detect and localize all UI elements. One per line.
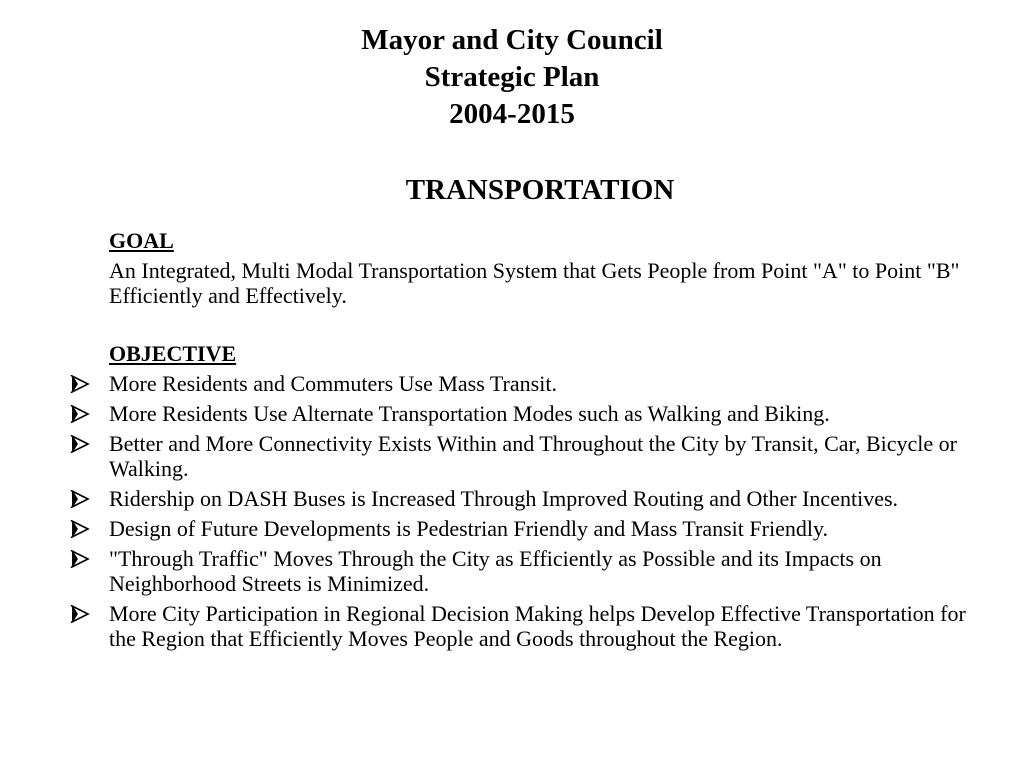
objective-text: Better and More Connectivity Exists Within and Throughout the City by Transit, Car, Bicycle or Walking. xyxy=(109,431,957,481)
arrowhead-bullet-icon xyxy=(70,375,90,393)
arrowhead-bullet-icon xyxy=(70,490,90,508)
objective-text: More Residents and Commuters Use Mass Transit. xyxy=(109,371,557,396)
arrowhead-bullet-icon xyxy=(70,605,90,623)
objective-item xyxy=(0,401,1024,426)
section-heading: TRANSPORTATION xyxy=(405,174,675,206)
title-line-2: Strategic Plan xyxy=(424,61,600,93)
title-line-1: Mayor and City Council xyxy=(361,24,663,56)
objective-text: "Through Traffic" Moves Through the City as Efficiently as Possible and its Impacts on Neighborhood Streets is Minimized. xyxy=(109,546,882,596)
slide-title xyxy=(0,22,1024,133)
objective-text: More City Participation in Regional Decision Making helps Develop Effective Transportation for the Region that Efficiently Moves People and Goods throughout the Region. xyxy=(109,601,966,651)
objective-text: Design of Future Developments is Pedestrian Friendly and Mass Transit Friendly. xyxy=(109,516,829,541)
goal-text: An Integrated, Multi Modal Transportation System that Gets People from Point "A" to Point "B" Efficiently and Effectively. xyxy=(109,258,960,308)
title-line-3: 2004-2015 xyxy=(449,98,575,130)
objective-item xyxy=(0,431,1024,481)
objective-label: OBJECTIVE xyxy=(109,341,237,366)
objective-item xyxy=(0,516,1024,541)
arrowhead-bullet-icon xyxy=(70,520,90,538)
arrowhead-bullet-icon xyxy=(70,550,90,568)
objective-item xyxy=(0,546,1024,596)
objective-list xyxy=(0,371,1024,656)
objective-text: More Residents Use Alternate Transportation Modes such as Walking and Biking. xyxy=(109,401,830,426)
arrowhead-bullet-icon xyxy=(70,405,90,423)
objective-item xyxy=(0,601,1024,651)
objective-item xyxy=(0,486,1024,511)
arrowhead-bullet-icon xyxy=(70,435,90,453)
goal-label: GOAL xyxy=(109,228,174,253)
objective-item xyxy=(0,371,1024,396)
objective-text: Ridership on DASH Buses is Increased Through Improved Routing and Other Incentives. xyxy=(109,486,899,511)
